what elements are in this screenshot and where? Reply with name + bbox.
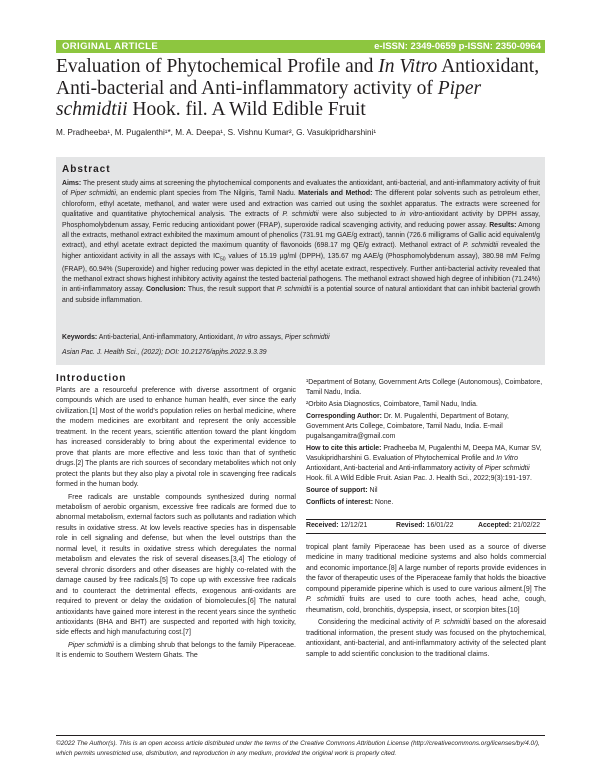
intro-paragraph: Piper schmidtii is a climbing shrub that belongs to the family Piperaceae. It is endemic to Southern Western Ghats. The: [56, 641, 296, 660]
abstract-text: Aims: The present study aims at screening the phytochemical components and evaluates the antioxidant, anti-bacterial, and anti-inflammatory activity of fruit of Piper schmidtii, an endemic plant species from The Nilgiris, Tamil Nadu. Materials and Method: The different polar solvents such as petroleum ether, chloroform, ethyl acetate, methanol, and water were used and extraction was carried out using the soxhlet apparatus. The extracts were screened for qualitative and quantitative phytochemical analysis. The extracts of P. schmidtii were also subjected to in vitro-antioxidant activity by DPPH assay, Phosphomolybdenum assay, Ferric reducing antioxidant power (FRAP), superoxide radical scavenging activity, and reducing power assay. Results: Among all the extracts, methanol extract exhibited the maximum amount of phenolics (731.91 mg GAE/g extract), tannin (726.6 milligrams of Gallic acid equivalent/g extract), and ethyl acetate extract depicted the maximum quantity of flavonoids (698.17 mg QE/g extract). Methanol extract of P. schmidtii revealed the higher antioxidant activity in all the assays with $IC_{50}$ values of 15.19 µg/ml (DPPH), 135.67 mg AAE/g (Phosphomolybdenum assay), 380.98 mM Fe/mg (FRAP), 60.94% (Superoxide) and higher reducing power was depicted in the ethyl acetate extract, respectively. Further anti-bacterial activity revealed that the methanol extract shows highest inhibitory activity against the tested bacterial pathogens. The methanol extract showed high degree of inhibition (71.24%) in anti-inflammatory assay. Conclusion: Thus, the result support that P. schmidtii is a potential source of natural antioxidant that can inhibit bacterial growth and subside inflammation.: [62, 180, 541, 304]
conflicts-of-interest: Conflicts of interest: None.: [306, 499, 394, 506]
abstract-heading: Abstract: [62, 164, 111, 175]
received-date: Received: 12/12/21: [306, 522, 368, 529]
how-to-cite: How to cite this article: Pradheeba M, Pugalenthi M, Deepa MA, Kumar SV, Vasukipridharshini G. Evaluation of Phytochemical Profile and In Vitro Antioxidant, Anti-bacterial and Anti-inflammatory activity of Piper schmidtii Hook. fil. A Wild Edible Fruit. Asian Pac. J. Health Sci., 2022;9(3):191-197.: [306, 445, 542, 482]
source-of-support: Source of support: Nil: [306, 487, 378, 494]
introduction-heading: Introduction: [56, 373, 127, 384]
introduction-left-column: [56, 386, 296, 664]
intro-paragraph: Considering the medicinal activity of P. schmidtii based on the aforesaid traditional information, the present study was focused on the phytochemical, antioxidant, anti-bacterial, and anti-inflammatory activity of the selected plant sample to add scientific conclusion to the traditional claims.: [306, 619, 546, 658]
dates-bottom-rule: [306, 533, 546, 534]
dates-top-rule: [306, 519, 546, 520]
affiliations-block: [306, 378, 546, 510]
abstract-box: [56, 157, 545, 365]
corresponding-author: Corresponding Author: Dr. M. Pugalenthi, Department of Botany, Government Arts College, Coimbatore, Tamil Nadu, India. E-mail pugalsangamitra@gmail.com: [306, 413, 509, 440]
keywords: Keywords: Anti-bacterial, Anti-inflammatory, Antioxidant, In vitro assays, Piper schmidtii: [62, 334, 330, 341]
paper-title: Evaluation of Phytochemical Profile and In Vitro Antioxidant, Anti-bacterial and Anti-inflammatory activity of Piper schmidtii Hook. fil. A Wild Edible Fruit: [56, 56, 540, 120]
revised-date: Revised: 16/01/22: [396, 522, 454, 529]
author-list: M. Pradheeba¹, M. Pugalenthi¹*, M. A. Deepa¹, S. Vishnu Kumar², G. Vasukipridharshini¹: [56, 128, 377, 137]
article-type-label: ORIGINAL ARTICLE: [62, 41, 159, 52]
article-type-banner: [56, 40, 545, 53]
affiliation-1: ¹Department of Botany, Government Arts College (Autonomous), Coimbatore, Tamil Nadu, India.: [306, 379, 543, 396]
intro-paragraph: Free radicals are unstable compounds synthesized during normal metabolism of aerobic organism, excessive free radicals are formed due to abnormal metabolism, external factors such as pollutants and radiation which results in oxidative stress. At low levels reactive species has in dispensable role in cell signaling and defense, but when the level outstrips than the normal level, it results in oxidative stress which deregulates the normal metabolism and elevates the risk of several diseases.[3,4] The etiology of several chronic disorders and other diseases are highly co-related with the damage caused by free radicals.[5] To cope up with excessive free radicals and to counteract the detrimental effects, exogenous anti-oxidants are required to prevent or delay the oxidation of biomolecules.[6] The natural antioxidants have gained more interest in the recent years since the synthetic antioxidants (BHA and BHT) are suspected and reported with high toxicity, side effects and high manufacturing cost.[7]: [56, 493, 296, 637]
intro-paragraph: Plants are a resourceful preference with diverse assortment of organic compounds which are used to enhance human health, ever since the early civilization.[1] Most of the world's population relies on herbal medicine, where the modern medicines are exorbitant and represent the only accessible treatment. In the recent years, scientific attention toward the plant kingdom has increased considerably to bring about the experimental evidence to prove that plants are more effective and less toxic than that of synthetic drugs.[2] The plants are rich sources of secondary metabolites which not only protect the plants but they also play a pivotal role in scavenging free radicals formed in the human body.: [56, 387, 296, 489]
license-footer: ©2022 The Author(s). This is an open access article distributed under the terms of the Creative Commons Attribution License (http://creativecommons.org/licenses/by/4.0/), which permits unrestricted use, distribution, and reproduction in any medium, provided the original work is properly cited.: [56, 740, 540, 757]
affiliation-2: ²Orbito Asia Diagnostics, Coimbatore, Tamil Nadu, India.: [306, 401, 478, 408]
intro-paragraph: tropical plant family Piperaceae has been used as a source of diverse medicine in many traditional medicine systems and also holds commercial and economic importance.[8] A large number of reports provide evidences in the favor of therapeutic uses of the Piperaceae family that holds the bioactive compound piperamide piperine which is used to cure various ailment.[9] The P. schmidtii fruits are used to cure tooth aches, head ache, cough, rheumatism, cold, bronchitis, dyspepsia, insect, or scorpion bites.[10]: [306, 544, 547, 614]
issn-label: e-ISSN: 2349-0659 p-ISSN: 2350-0964: [374, 41, 541, 52]
footer-rule: [56, 735, 545, 736]
introduction-right-column: [306, 543, 546, 662]
accepted-date: Accepted: 21/02/22: [478, 522, 541, 529]
journal-citation: Asian Pac. J. Health Sci., (2022); DOI: 10.21276/apjhs.2022.9.3.39: [62, 349, 267, 356]
